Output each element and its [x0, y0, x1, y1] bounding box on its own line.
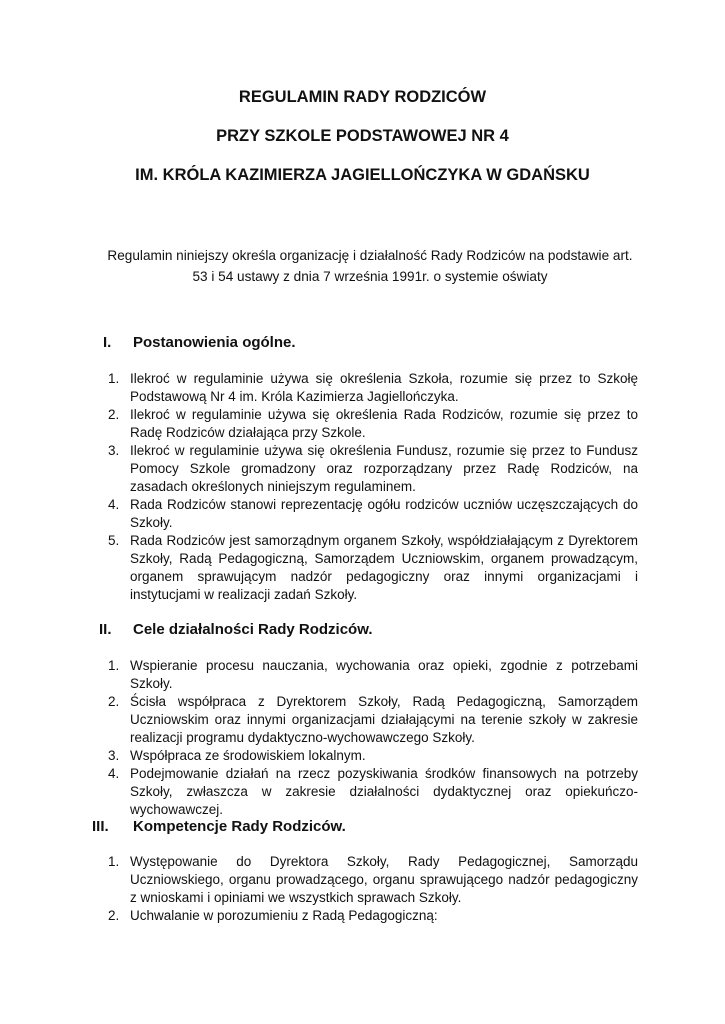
item-text: Ilekroć w regulaminie używa się określenia Fundusz, rozumie się przez to Fundusz Pomocy Szkole gromadzony oraz rozporządzany przez Radę Rodziców, na zasadach określonych niniejszym regulaminem. [130, 443, 638, 494]
item-number: 5. [108, 533, 120, 548]
list-item [96, 907, 638, 925]
item-text: Ilekroć w regulaminie używa się określenia Rada Rodziców, rozumie się przez to Radę Rodziców działająca przy Szkole. [130, 407, 638, 440]
item-number: 1. [108, 371, 120, 386]
document-subtitle: PRZY SZKOLE PODSTAWOWEJ NR 4 [216, 127, 509, 145]
item-text: Rada Rodziców jest samorządnym organem Szkoły, współdziałającym z Dyrektorem Szkoły, Radą Pedagogiczną, Samorządem Uczniowskim, organem prowadzącym, organem sprawującym nadzór pedagogiczny oraz innymi organizacjami i instytucjami w realizacji zadań Szkoły. [130, 533, 638, 602]
section-title: Kompetencje Rady Rodziców. [133, 818, 346, 835]
item-text: Wspieranie procesu nauczania, wychowania oraz opieki, zgodnie z potrzebami Szkoły. [130, 658, 638, 691]
item-number: 3. [108, 443, 120, 458]
item-number: 1. [108, 658, 120, 673]
school-name: IM. KRÓLA KAZIMIERZA JAGIELLOŃCZYKA W GDAŃSKU [135, 166, 590, 184]
list-item [96, 532, 638, 604]
list-item [96, 406, 638, 442]
list-item [96, 853, 638, 907]
section-number: II. [99, 621, 112, 638]
item-text: Występowanie do Dyrektora Szkoły, Rady Pedagogicznej, Samorządu Uczniowskiego, organu prowadzącego, organu sprawującego nadzór pedagogiczny z wnioskami i opiniami we wszystkich sprawach Szkoły. [130, 854, 638, 905]
item-number: 4. [108, 766, 120, 781]
item-text: Ilekroć w regulaminie używa się określenia Szkoła, rozumie się przez to Szkołę Podstawową Nr 4 im. Króla Kazimierza Jagiellończyka. [130, 371, 638, 404]
item-text: Podejmowanie działań na rzecz pozyskiwania środków finansowych na potrzeby Szkoły, zwłaszcza w zakresie działalności dydaktycznej oraz opiekuńczo-wychowawczej. [130, 766, 638, 817]
item-number: 3. [108, 748, 120, 763]
section-title: Postanowienia ogólne. [133, 334, 296, 351]
list-item [96, 442, 638, 496]
list-item [96, 370, 638, 406]
intro-paragraph: Regulamin niniejszy określa organizację i działalność Rady Rodziców na podstawie art. 53 i 54 ustawy z dnia 7 września 1991r. o systemie oświaty [107, 248, 633, 284]
document-title: REGULAMIN RADY RODZICÓW [238, 88, 487, 106]
section-title: Cele działalności Rady Rodziców. [133, 621, 373, 638]
item-text: Uchwalanie w porozumieniu z Radą Pedagogiczną: [130, 908, 438, 923]
list-item [96, 693, 638, 747]
list-item [96, 657, 638, 693]
list-item [96, 747, 638, 765]
item-number: 2. [108, 908, 120, 923]
item-number: 4. [108, 497, 120, 512]
section-list [96, 853, 638, 925]
item-number: 2. [108, 407, 120, 422]
section-number: I. [103, 334, 112, 351]
list-item [96, 496, 638, 532]
section-list [96, 370, 638, 604]
item-text: Współpraca ze środowiskiem lokalnym. [130, 748, 366, 763]
item-text: Ścisła współpraca z Dyrektorem Szkoły, Radą Pedagogiczną, Samorządem Uczniowskim oraz innymi organizacjami działającymi na terenie szkoły w zakresie realizacji programu dydaktyczno-wychowawczego Szkoły. [130, 694, 638, 745]
item-text: Rada Rodziców stanowi reprezentację ogółu rodziców uczniów uczęszczających do Szkoły. [130, 497, 638, 530]
list-item [96, 765, 638, 819]
item-number: 2. [108, 694, 120, 709]
item-number: 1. [108, 854, 120, 869]
section-list [96, 657, 638, 819]
section-number: III. [92, 818, 109, 835]
